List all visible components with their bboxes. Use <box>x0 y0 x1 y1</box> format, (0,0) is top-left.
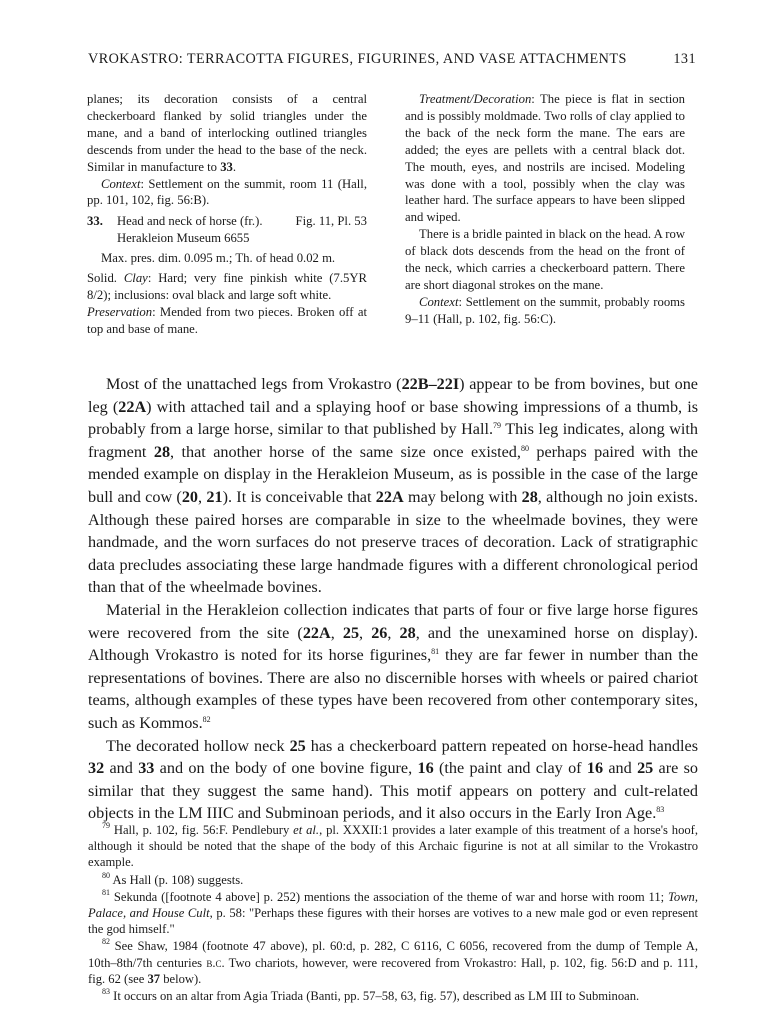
footnote-ref: 82 <box>202 714 211 724</box>
footnote-ref: 83 <box>656 805 665 815</box>
entry-clay: Solid. Clay: Hard; very fine pinkish white (7.5YR 8/2); inclusions: oval black and large soft white. <box>87 271 367 302</box>
entry-context: Context: Settlement on the summit, probably rooms 9–11 (Hall, p. 102, fig. 56:C). <box>405 294 685 326</box>
page-number: 131 <box>673 51 696 67</box>
main-paragraph-1: Most of the unattached legs from Vrokastro (22B–22I) appear to be from bovines, but one leg (22A) with attached tail and a splaying hoof or base showing impressions of a thumb, is probably from a large horse, similar to that published by Hall.$^{79}$ This leg indicates, along with fragment 28, that another horse of the same size once existed,$^{80}$ perhaps paired with the mended example on display in the Herakleion Museum, as is possible in the case of the large bull and cow (20, 21). It is conceivable that 22A may belong with 28, although no join exists. Although these paired horses are comparable in size to the wheelmade bovines, they were handmade, and the worn surfaces do not preserve traces of decoration. Lack of stratigraphic data precludes associating these large handmade figures with a different chronological period than that of the wheelmade bovines. <box>88 375 698 597</box>
catalog-32-context: Context: Settlement on the summit, room 11 (Hall, pp. 101, 102, fig. 56:B). <box>87 176 367 208</box>
catalog-entry-33 <box>87 213 367 247</box>
entry-museum: Herakleion Museum 6655 <box>117 231 250 246</box>
main-text <box>88 373 698 825</box>
footnote-81: $^{81}$ Sekunda ([footnote 4 above] p. 252) mentions the association of the theme of war and horse with room 11; Town, Palace, and House Cult, p. 58: "Perhaps these figures with their horses are votives to a new male god or even represent the god himself." <box>88 887 699 937</box>
running-title: VROKASTRO: TERRACOTTA FIGURES, FIGURINES, AND VASE ATTACHMENTS <box>88 51 627 67</box>
entry-number: 33. <box>87 214 103 229</box>
entry-figure-ref: Fig. 11, Pl. 53 <box>295 214 367 229</box>
left-column <box>87 91 367 338</box>
footnote-ref: 81 <box>431 647 440 657</box>
footnotes <box>88 822 698 1005</box>
entry-dimensions: Max. pres. dim. 0.095 m.; Th. of head 0.02 m. <box>101 251 336 266</box>
footnote-ref: 80 <box>520 443 529 453</box>
catalog-32-continued: planes; its decoration consists of a central checkerboard flanked by solid triangles under the mane, and a band of interlocking outlined triangles descends from under the head to the base of the neck. Similar in manufacture to 33. <box>87 92 367 174</box>
entry-treatment: Treatment/Decoration: The piece is flat in section and is possibly moldmade. Two rolls of clay applied to the back of the neck form the mane. The ears are added; the eyes are pellets with a central black dot. The mouth, eyes, and nostrils are incised. Modeling was done with a tool, possibly when the clay was leather hard. The surface appears to have been slipped and wiped. <box>405 92 685 225</box>
footnote-80: $^{80}$ As Hall (p. 108) suggests. <box>102 870 244 887</box>
main-paragraph-3: The decorated hollow neck 25 has a checkerboard pattern repeated on horse-head handles 32 and 33 and on the body of one bovine figure, 16 (the paint and clay of 16 and 25 are so similar that they suggest the same hand). This motif appears on pottery and cult-related objects in the LM IIIC and Subminoan periods, and it also occurs in the Early Iron Age.$^{83}$ <box>88 736 699 823</box>
footnote-79: $^{79}$ Hall, p. 102, fig. 56:F. Pendlebury et al., pl. XXXII:1 provides a later example of this treatment of a horse's hoof, although it should be noted that the shape of the body of this Archaic figurine is not at all similar to the Vrokastro example. <box>88 821 699 870</box>
entry-preservation: Preservation: Mended from two pieces. Broken off at top and base of mane. <box>87 304 367 336</box>
main-paragraph-2: Material in the Herakleion collection indicates that parts of four or five large horse figures were recovered from the site (22A, 25, 26, 28, and the unexamined horse on display). Although Vrokastro is noted for its horse figurines,$^{81}$ they are far fewer in number than the representations of bovines. There are also no discernible horses with wheels or paired chariot teams, although examples of these types have been recovered from other contemporary sites, such as Kommos.$^{82}$ <box>88 600 699 732</box>
footnote-82: $^{82}$ See Shaw, 1984 (footnote 47 above), pl. 60:d, p. 282, C 6116, C 6056, recovered from the dump of Temple A, 10th–8th/7th centuries b.c. Two chariots, however, were recovered from Vrokastro: Hall, p. 102, fig. 56:D and p. 111, fig. 62 (see 37 below). <box>88 937 699 986</box>
running-header <box>88 51 696 68</box>
footnote-83: $^{83}$ It occurs on an altar from Agia Triada (Banti, pp. 57–58, 63, fig. 57), described as LM III to Subminoan. <box>102 987 640 1004</box>
entry-bridle: There is a bridle painted in black on the head. A row of black dots descends from the head on the front of the neck, which carries a checkerboard pattern. There are short diagonal strokes on the mane. <box>405 227 685 292</box>
right-column <box>405 91 685 328</box>
footnote-ref: 79 <box>493 421 502 431</box>
entry-title: Head and neck of horse (fr.). <box>117 214 263 229</box>
